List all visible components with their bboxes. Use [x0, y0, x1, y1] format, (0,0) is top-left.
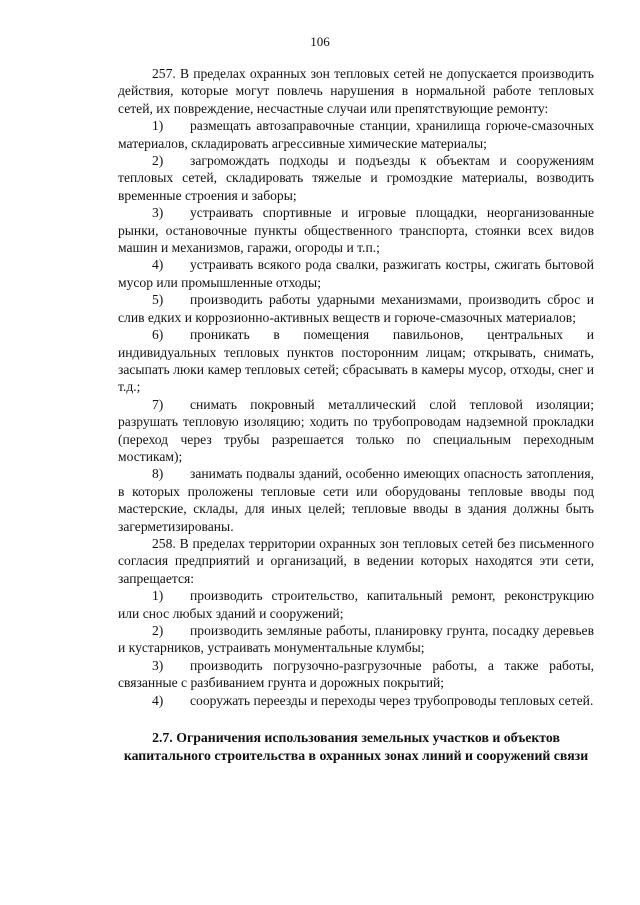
list-item-text: производить земляные работы, планировку грунта, посадку деревьев и кустарников, устраивать монументальные клумбы;: [118, 623, 594, 656]
list-item-number: 2): [152, 623, 164, 638]
list-item-number: 3): [152, 205, 164, 221]
list-item-text: загромождать подходы и подъезды к объектам и сооружениям тепловых сетей, складировать тяжелые и громоздкие материалы, возводить временные строения и заборы;: [118, 153, 594, 203]
section-258-intro: 258. В пределах территории охранных зон тепловых сетей без письменного согласия предприятий и организаций, в ведении которых находятся эти сети, запрещается:: [118, 535, 594, 586]
list-item-text: проникать в помещения павильонов, центральных и индивидуальных тепловых пунктов посторонним лицам; открывать, снимать, засыпать люки камер тепловых сетей; сбрасывать в камеры мусор, отходы, снег и т.д.;: [118, 327, 594, 395]
list-item-number: 4): [152, 692, 164, 708]
list-item-number: 5): [152, 292, 164, 308]
list-item: [118, 291, 594, 326]
list-item-number: 1): [152, 118, 164, 134]
list-item-text: устраивать всякого рода свалки, разжигать костры, сжигать бытовой мусор или промышленные отходы;: [118, 257, 594, 290]
list-item: [118, 326, 594, 396]
list-item-number: 6): [152, 327, 164, 343]
list-item: [118, 622, 594, 657]
list-item-number: 3): [152, 657, 164, 673]
page-number: 106: [310, 34, 330, 49]
list-item-text: производить строительство, капитальный ремонт, реконструкцию или снос любых зданий и сооружений;: [118, 588, 594, 621]
list-item: [118, 204, 594, 256]
list-item-text: производить работы ударными механизмами, производить сброс и слив едких и коррозионно-активных веществ и горюче-смазочных материалов;: [118, 292, 594, 325]
list-item-text: сооружать переезды и переходы через трубопроводы тепловых сетей.: [190, 692, 594, 708]
document-body: [118, 65, 594, 764]
list-item-number: 2): [152, 153, 164, 169]
list-item-text: устраивать спортивные и игровые площадки, неорганизованные рынки, остановочные пункты общественного транспорта, стоянки всех видов машин и механизмов, гаражи, огороды и т.п.;: [118, 205, 594, 256]
list-item: [118, 657, 594, 692]
list-item: [118, 152, 594, 204]
list-item-number: 7): [152, 396, 164, 412]
list-item-number: 4): [152, 257, 164, 273]
list-item: [118, 692, 594, 709]
list-item-text: снимать покровный металлический слой тепловой изоляции; разрушать тепловую изоляцию; ходить по трубопроводам надземной прокладки (переход через трубы разрешается только по специальным переходным мостикам);: [118, 396, 594, 464]
section-257-intro: 257. В пределах охранных зон тепловых сетей не допускается производить действия, которые могут повлечь нарушения в нормальной работе тепловых сетей, их повреждение, несчастные случаи или препятствующие ремонту:: [118, 66, 594, 116]
list-item-text: размещать автозаправочные станции, хранилища горюче-смазочных материалов, складировать агрессивные химические материалы;: [118, 118, 594, 151]
list-item: [118, 117, 594, 152]
list-item-number: 8): [152, 466, 164, 482]
list-item-text: занимать подвалы зданий, особенно имеющих опасность затопления, в которых проложены тепловые сети или оборудованы тепловые вводы под мастерские, склады, для иных целей; тепловые вводы в здания должны быть загерметизированы.: [118, 466, 594, 534]
list-item-text: производить погрузочно-разгрузочные работы, а также работы, связанные с разбиванием грунта и дорожных покрытий;: [118, 657, 594, 691]
list-item: [118, 256, 594, 291]
list-item: [118, 465, 594, 535]
list-item: [118, 587, 594, 622]
section-heading: 2.7. Ограничения использования земельных участков и объектов капитального строительства в охранных зонах линий и сооружений связи: [123, 730, 589, 763]
list-item-number: 1): [152, 588, 164, 604]
list-item: [118, 396, 594, 466]
